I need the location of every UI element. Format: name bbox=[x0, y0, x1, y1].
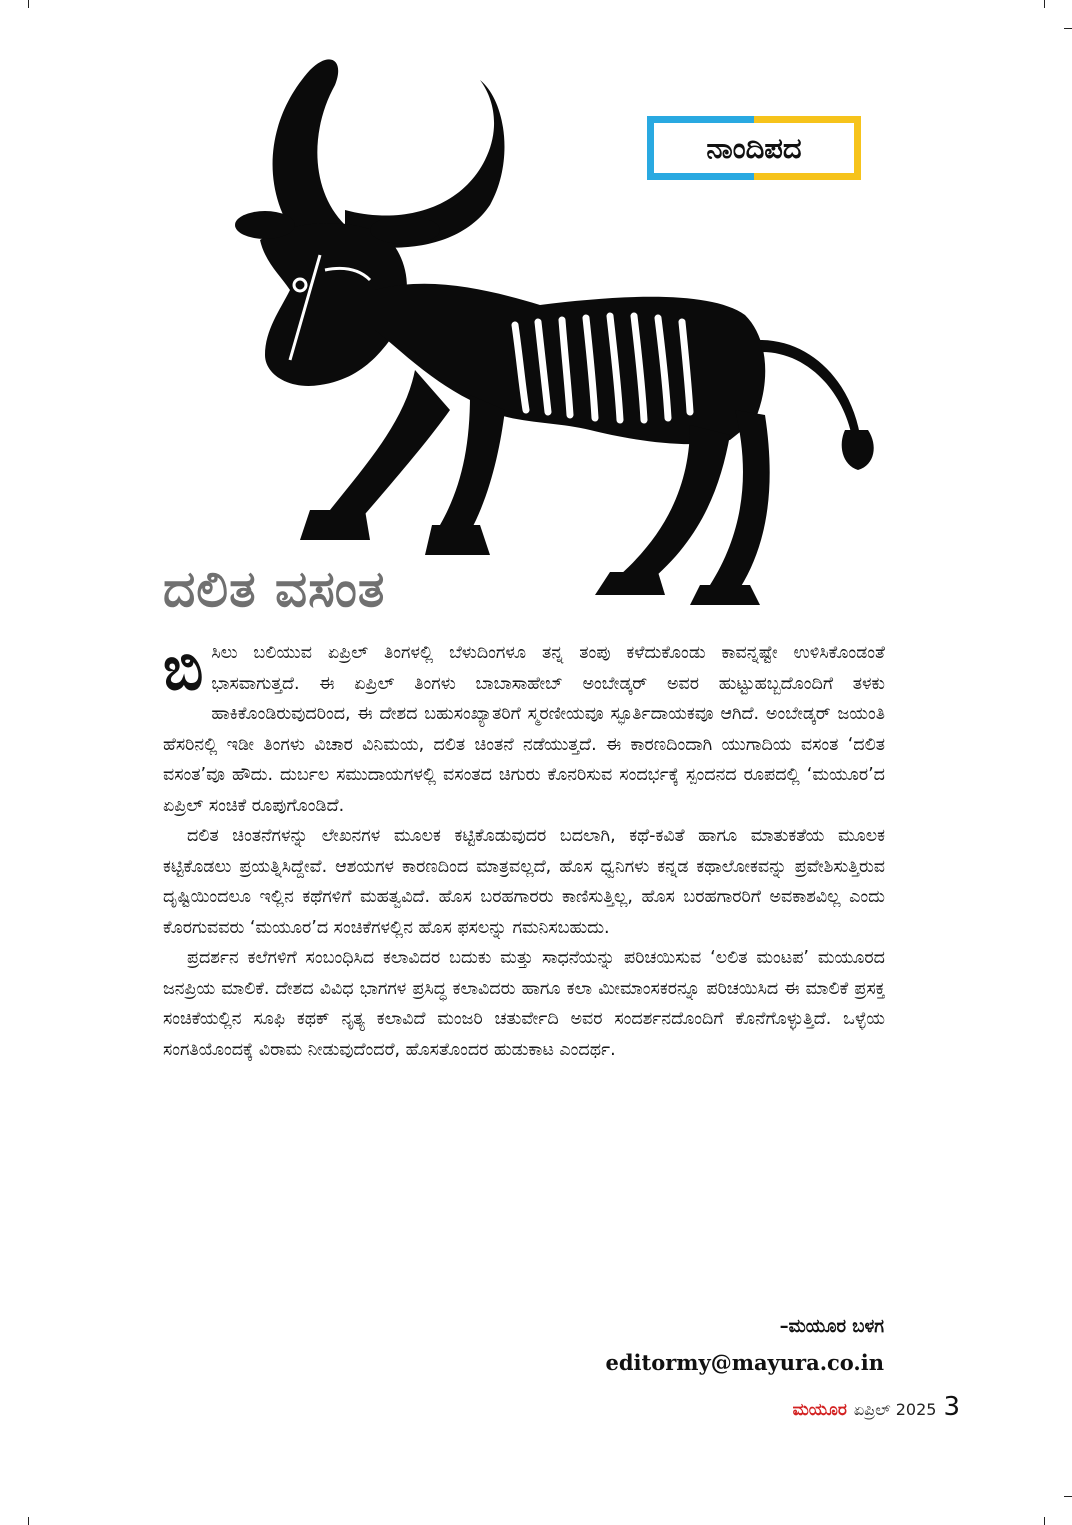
crop-mark-right-top bbox=[1064, 28, 1072, 29]
crop-mark-bottom-left bbox=[28, 1517, 29, 1525]
crop-mark-top-right bbox=[1044, 0, 1045, 8]
byline: –ಮಯೂರ ಬಳಗ bbox=[779, 1316, 884, 1337]
article-body bbox=[163, 634, 885, 1065]
drop-cap: ಬಿ bbox=[163, 634, 204, 704]
article-headline: ದಲಿತ ವಸಂತ bbox=[163, 560, 386, 618]
section-tag: ನಾಂದಿಪದ bbox=[647, 116, 861, 180]
paragraph-1 bbox=[163, 634, 885, 821]
contact-email[interactable]: editormy@mayura.co.in bbox=[605, 1350, 884, 1375]
paragraph-3: ಪ್ರದರ್ಶನ ಕಲೆಗಳಿಗೆ ಸಂಬಂಧಿಸಿದ ಕಲಾವಿದರ ಬದುಕು ಮತ್ತು ಸಾಧನೆಯನ್ನು ಪರಿಚಯಿಸುವ ‘ಲಲಿತ ಮಂಟಪ’ ಮಯೂರದ ಜನಪ್ರಿಯ ಮಾಲಿಕೆ. ದೇಶದ ವಿವಿಧ ಭಾಗಗಳ ಪ್ರಸಿದ್ಧ ಕಲಾವಿದರು ಹಾಗೂ ಕಲಾ ಮೀಮಾಂಸಕರನ್ನೂ ಪರಿಚಯಿಸಿದ ಈ ಮಾಲಿಕೆ ಪ್ರಸಕ್ತ ಸಂಚಿಕೆಯಲ್ಲಿನ ಸೂಫಿ ಕಥಕ್ ನೃತ್ಯ ಕಲಾವಿದೆ ಮಂಜರಿ ಚತುರ್ವೇದಿ ಅವರ ಸಂದರ್ಶನದೊಂದಿಗೆ ಕೊನೆಗೊಳ್ಳುತ್ತಿದೆ. ಒಳ್ಳೆಯ ಸಂಗತಿಯೊಂದಕ್ಕೆ ವಿರಾಮ ನೀಡುವುದೆಂದರೆ, ಹೊಸತೊಂದರ ಹುಡುಕಾಟ ಎಂದರ್ಥ. bbox=[163, 948, 885, 1060]
page-footer bbox=[793, 1392, 960, 1422]
page-number: 3 bbox=[943, 1392, 960, 1422]
issue-month: ಏಪ್ರಿಲ್ 2025 bbox=[853, 1400, 937, 1419]
crop-mark-top-left bbox=[28, 0, 29, 8]
magazine-brand: ಮಯೂರ bbox=[792, 1400, 847, 1420]
paragraph-1-text: ಸಿಲು ಬಲಿಯುವ ಏಪ್ರಿಲ್ ತಿಂಗಳಲ್ಲಿ ಬೆಳುದಿಂಗಳೂ ತನ್ನ ತಂಪು ಕಳೆದುಕೊಂಡು ಕಾವನ್ನಷ್ಟೇ ಉಳಿಸಿಕೊಂಡಂತೆ ಭಾಸವಾಗುತ್ತದೆ. ಈ ಏಪ್ರಿಲ್ ತಿಂಗಳು ಬಾಬಾಸಾಹೇಬ್ ಅಂಬೇಡ್ಕರ್ ಅವರ ಹುಟ್ಟುಹಬ್ಬದೊಂದಿಗೆ ತಳಕು ಹಾಕಿಕೊಂಡಿರುವುದರಿಂದ, ಈ ದೇಶದ ಬಹುಸಂಖ್ಯಾತರಿಗೆ ಸ್ಮರಣೀಯವೂ ಸ್ಫೂರ್ತಿದಾಯಕವೂ ಆಗಿದೆ. ಅಂಬೇಡ್ಕರ್ ಜಯಂತಿ ಹೆಸರಿನಲ್ಲಿ ಇಡೀ ತಿಂಗಳು ವಿಚಾರ ವಿನಿಮಯ, ದಲಿತ ಚಿಂತನೆ ನಡೆಯುತ್ತದೆ. ಈ ಕಾರಣದಿಂದಾಗಿ ಯುಗಾದಿಯ ವಸಂತ ‘ದಲಿತ ವಸಂತ’ವೂ ಹೌದು. ದುರ್ಬಲ ಸಮುದಾಯಗಳಲ್ಲಿ ವಸಂತದ ಚಿಗುರು ಕೊನರಿಸುವ ಸಂದರ್ಭಕ್ಕೆ ಸ್ಪಂದನದ ರೂಪದಲ್ಲಿ ‘ಮಯೂರ’ದ ಏಪ್ರಿಲ್ ಸಂಚಿಕೆ ರೂಪುಗೊಂಡಿದೆ. bbox=[163, 643, 885, 816]
crop-mark-right-bottom bbox=[1064, 1496, 1072, 1497]
crop-mark-bottom-right bbox=[1044, 1517, 1045, 1525]
paragraph-2: ದಲಿತ ಚಿಂತನೆಗಳನ್ನು ಲೇಖನಗಳ ಮೂಲಕ ಕಟ್ಟಿಕೊಡುವುದರ ಬದಲಾಗಿ, ಕಥೆ-ಕವಿತೆ ಹಾಗೂ ಮಾತುಕತೆಯ ಮೂಲಕ ಕಟ್ಟಿಕೊಡಲು ಪ್ರಯತ್ನಿಸಿದ್ದೇವೆ. ಆಶಯಗಳ ಕಾರಣದಿಂದ ಮಾತ್ರವಲ್ಲದೆ, ಹೊಸ ಧ್ವನಿಗಳು ಕನ್ನಡ ಕಥಾಲೋಕವನ್ನು ಪ್ರವೇಶಿಸುತ್ತಿರುವ ದೃಷ್ಟಿಯಿಂದಲೂ ಇಲ್ಲಿನ ಕಥೆಗಳಿಗೆ ಮಹತ್ವವಿದೆ. ಹೊಸ ಬರಹಗಾರರು ಕಾಣಿಸುತ್ತಿಲ್ಲ, ಹೊಸ ಬರಹಗಾರರಿಗೆ ಅವಕಾಶವಿಲ್ಲ ಎಂದು ಕೊರಗುವವರು ‘ಮಯೂರ’ದ ಸಂಚಿಕೆಗಳಲ್ಲಿನ ಹೊಸ ಫಸಲನ್ನು ಗಮನಿಸಬಹುದು. bbox=[163, 826, 885, 938]
